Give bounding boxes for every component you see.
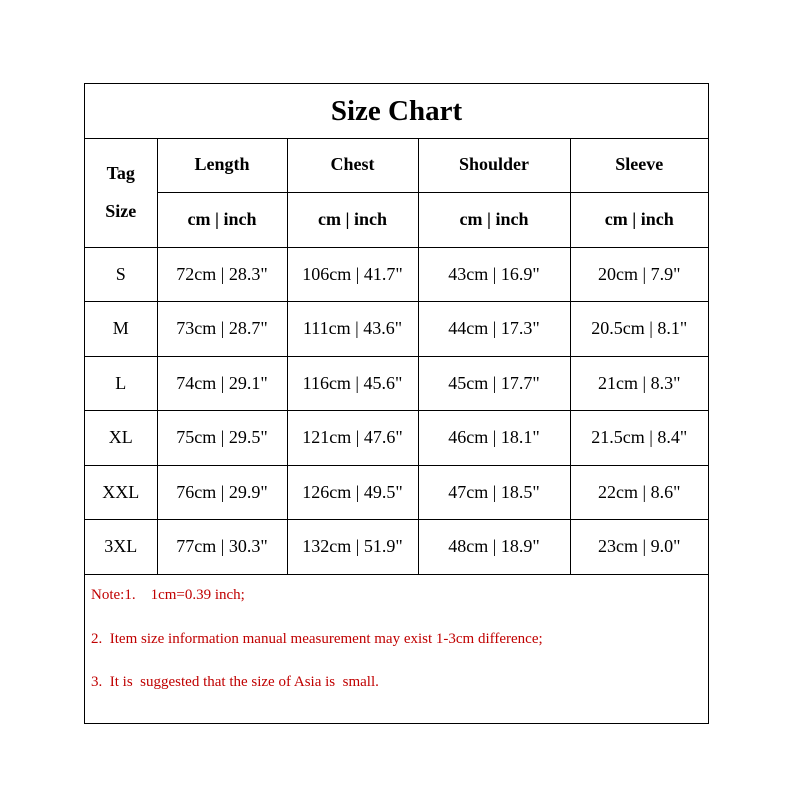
length-cell: 74cm | 29.1" [157, 356, 287, 410]
shoulder-cell: 46cm | 18.1" [418, 410, 570, 465]
table-row [85, 465, 708, 519]
shoulder-cell: 44cm | 17.3" [418, 301, 570, 356]
note-line-1: Note:1. 1cm=0.39 inch; [91, 587, 245, 603]
size-cell: 3XL [85, 519, 157, 574]
length-cell: 72cm | 28.3" [157, 247, 287, 301]
column-header-length: Length [157, 138, 287, 192]
tag-size-header [85, 138, 157, 247]
size-cell: L [85, 356, 157, 410]
table-row [85, 247, 708, 301]
tag-label: Tag [106, 163, 135, 184]
header-row [85, 138, 708, 192]
table-row [85, 519, 708, 574]
shoulder-cell: 48cm | 18.9" [418, 519, 570, 574]
size-cell: M [85, 301, 157, 356]
unit-label-sleeve: cm | inch [570, 192, 708, 247]
size-label: Size [105, 201, 137, 222]
length-cell: 77cm | 30.3" [157, 519, 287, 574]
sleeve-cell: 21.5cm | 8.4" [570, 410, 708, 465]
sleeve-cell: 23cm | 9.0" [570, 519, 708, 574]
length-cell: 76cm | 29.9" [157, 465, 287, 519]
shoulder-cell: 43cm | 16.9" [418, 247, 570, 301]
chest-cell: 132cm | 51.9" [287, 519, 418, 574]
length-cell: 73cm | 28.7" [157, 301, 287, 356]
unit-label-chest: cm | inch [287, 192, 418, 247]
sleeve-cell: 21cm | 8.3" [570, 356, 708, 410]
column-header-shoulder: Shoulder [418, 138, 570, 192]
chest-cell: 126cm | 49.5" [287, 465, 418, 519]
unit-label-length: cm | inch [157, 192, 287, 247]
note-line-3: 3. It is suggested that the size of Asia is small. [91, 674, 379, 690]
shoulder-cell: 45cm | 17.7" [418, 356, 570, 410]
shoulder-cell: 47cm | 18.5" [418, 465, 570, 519]
column-header-sleeve: Sleeve [570, 138, 708, 192]
sleeve-cell: 22cm | 8.6" [570, 465, 708, 519]
size-table [85, 138, 708, 575]
size-cell: XL [85, 410, 157, 465]
table-row [85, 410, 708, 465]
size-chart [84, 83, 709, 724]
note-line-2: 2. Item size information manual measurement may exist 1-3cm difference; [91, 631, 543, 647]
chest-cell: 116cm | 45.6" [287, 356, 418, 410]
notes-section [85, 575, 708, 723]
table-row [85, 356, 708, 410]
unit-row [85, 192, 708, 247]
chest-cell: 111cm | 43.6" [287, 301, 418, 356]
column-header-chest: Chest [287, 138, 418, 192]
chest-cell: 121cm | 47.6" [287, 410, 418, 465]
sleeve-cell: 20cm | 7.9" [570, 247, 708, 301]
chart-title: Size Chart [85, 84, 708, 139]
size-cell: S [85, 247, 157, 301]
size-cell: XXL [85, 465, 157, 519]
unit-label-shoulder: cm | inch [418, 192, 570, 247]
chest-cell: 106cm | 41.7" [287, 247, 418, 301]
length-cell: 75cm | 29.5" [157, 410, 287, 465]
table-row [85, 301, 708, 356]
sleeve-cell: 20.5cm | 8.1" [570, 301, 708, 356]
